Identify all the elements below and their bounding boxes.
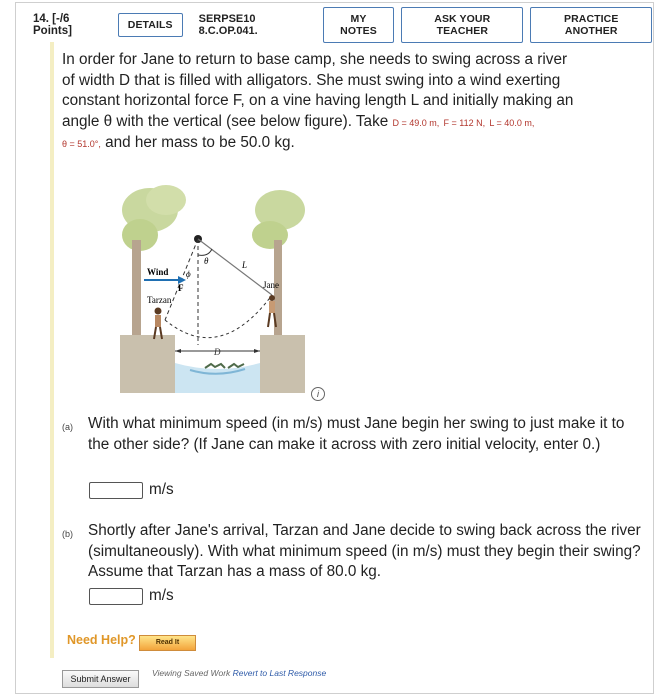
practice-another-button[interactable]: PRACTICE ANOTHER <box>530 7 652 43</box>
tarzan-label: Tarzan <box>147 295 172 305</box>
jane-label: Jane <box>263 280 279 290</box>
part-b-label: (b) <box>62 529 73 539</box>
problem-statement <box>62 50 642 155</box>
question-left-accent <box>50 42 54 658</box>
problem-line-1: In order for Jane to return to base camp, she needs to swing across a river <box>62 51 568 68</box>
part-b-input[interactable] <box>89 588 143 605</box>
part-a-text: With what minimum speed (in m/s) must Jane begin her swing to just make it to the other side? (If Jane can make it across with zero initial velocity, enter 0.) <box>88 415 625 453</box>
part-a-input[interactable] <box>89 482 143 499</box>
need-help-label: Need Help? <box>67 633 136 647</box>
force-label: F <box>178 283 184 293</box>
info-icon[interactable]: i <box>311 387 325 401</box>
wind-label: Wind <box>147 267 169 277</box>
part-b-answer <box>89 587 174 605</box>
read-it-button[interactable]: Read It <box>139 635 196 651</box>
ask-teacher-button[interactable]: ASK YOUR TEACHER <box>401 7 523 43</box>
revert-link[interactable]: Revert to Last Response <box>232 668 327 678</box>
details-button[interactable]: DETAILS <box>118 13 183 37</box>
problem-line-5-text: and her mass to be 50.0 kg. <box>100 134 295 151</box>
problem-line-4-text: angle θ with the vertical (see below figure). Take <box>62 112 393 130</box>
question-number: 14. [-/6 Points] <box>33 13 72 37</box>
problem-line-5 <box>62 133 642 155</box>
part-b-text: Shortly after Jane's arrival, Tarzan and Jane decide to swing back across the river (simultaneously). With what minimum speed (in m/s) must they begin their swing? Assume that Tarzan has a mass of 80.0 kg. <box>88 522 641 580</box>
problem-code: SERPSE10 8.C.OP.041. <box>198 13 258 37</box>
given-l: L = 40.0 m, <box>489 117 535 128</box>
part-b <box>62 521 647 583</box>
part-a <box>62 414 647 455</box>
given-theta: θ = 51.0°, <box>62 139 101 149</box>
length-label: L <box>242 260 248 270</box>
phi-label: ϕ <box>186 269 191 279</box>
problem-line-3: constant horizontal force F, on a vine having length L and initially making an <box>62 92 574 109</box>
theta-label: θ <box>204 256 209 266</box>
width-label: D <box>214 347 221 357</box>
viewing-saved-work: Viewing Saved Work <box>152 668 231 678</box>
given-f: F = 112 N, <box>443 117 486 128</box>
part-a-unit: m/s <box>149 481 174 498</box>
part-a-answer <box>89 481 174 499</box>
submit-answer-button[interactable]: Submit Answer <box>62 670 139 688</box>
given-d: D = 49.0 m, <box>392 117 440 128</box>
problem-line-4 <box>62 112 642 134</box>
part-a-label: (a) <box>62 422 73 432</box>
tarzan-jane-figure <box>120 165 305 395</box>
saved-work-status <box>152 668 326 678</box>
part-b-unit: m/s <box>149 587 174 604</box>
question-header <box>15 8 652 42</box>
my-notes-button[interactable]: MY NOTES <box>323 7 394 43</box>
problem-line-2: of width D that is filled with alligators. She must swing into a wind exerting <box>62 71 561 89</box>
